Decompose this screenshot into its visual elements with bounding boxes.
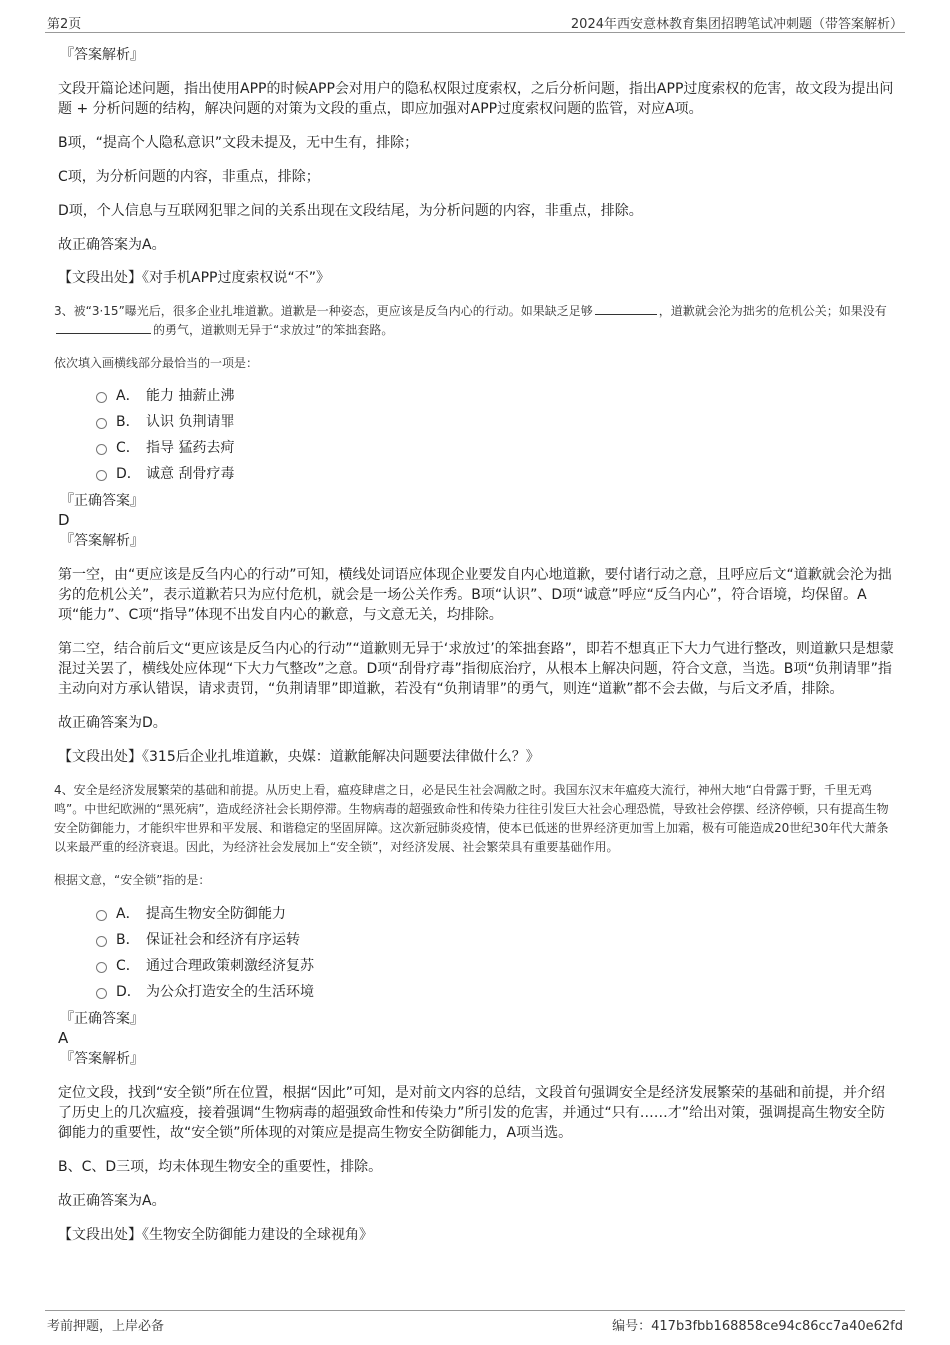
page-number: 第2页 bbox=[47, 17, 82, 32]
page-header bbox=[45, 12, 905, 33]
q4-correct-answer: A bbox=[58, 1029, 69, 1047]
q4-options bbox=[58, 901, 896, 1005]
radio-icon[interactable] bbox=[96, 470, 107, 481]
page-content bbox=[54, 45, 896, 1259]
radio-icon[interactable] bbox=[96, 444, 107, 455]
q4-analysis-label: 『答案解析』 bbox=[60, 1051, 144, 1067]
q3-option-c[interactable]: C． 指导 猛药去疴 bbox=[58, 435, 896, 461]
q4-option-a[interactable]: A． 提高生物安全防御能力 bbox=[58, 901, 896, 927]
q4-option-b[interactable]: B． 保证社会和经济有序运转 bbox=[58, 927, 896, 953]
footer-slogan: 考前押题，上岸必备 bbox=[47, 1319, 165, 1334]
q2-analysis-p4: D项，个人信息与互联网犯罪之间的关系出现在文段结尾，为分析问题的内容，非重点，排除。 bbox=[58, 203, 643, 219]
q4-option-c[interactable]: C． 通过合理政策刺激经济复苏 bbox=[58, 953, 896, 979]
radio-icon[interactable] bbox=[96, 418, 107, 429]
q4-correct-label: 『正确答案』 bbox=[60, 1011, 144, 1027]
q4-stem: 4、安全是经济发展繁荣的基础和前提。从历史上看，瘟疫肆虐之日，必是民生社会凋敝之时。我国东汉末年瘟疫大流行，神州大地“白骨露于野，千里无鸡鸣”。中世纪欧洲的“黑死病”，造成经济社会长期停滞。生物病毒的超强致命性和传染力往往引发巨大社会心理恐慌，导致社会停摆、经济停顿，只有提高生物安全防御能力，才能织牢世界和平发展、和谐稳定的坚固屏障。这次新冠肺炎疫情，使本已低迷的世界经济更加雪上加霜，极有可能造成20世纪30年代大萧条以来最严重的经济衰退。因此，为经济社会发展加上“安全锁”，对经济发展、社会繁荣具有重要基础作用。 bbox=[54, 783, 889, 854]
q4-option-d[interactable]: D． 为公众打造安全的生活环境 bbox=[58, 979, 896, 1005]
q4-prompt: 根据文意，“安全锁”指的是： bbox=[54, 873, 211, 887]
q3-prompt: 依次填入画横线部分最恰当的一项是： bbox=[54, 356, 259, 370]
radio-icon[interactable] bbox=[96, 962, 107, 973]
document-title: 2024年西安意林教育集团招聘笔试冲刺题（带答案解析） bbox=[570, 17, 903, 32]
q3-stem: 3、被“3·15”曝光后，很多企业扎堆道歉。道歉是一种姿态，更应该是反刍内心的行动。如果缺乏足够 ，道歉就会沦为拙劣的危机公关；如果没有的勇气，道歉则无异于“求放过”的笨拙套路。 bbox=[54, 304, 887, 337]
q4-analysis-p3: 故正确答案为A。 bbox=[58, 1193, 166, 1209]
q3-correct-label: 『正确答案』 bbox=[60, 493, 144, 509]
q2-analysis-p2: B项，“提高个人隐私意识”文段未提及，无中生有，排除； bbox=[58, 135, 419, 151]
radio-icon[interactable] bbox=[96, 936, 107, 947]
q3-analysis-p1: 第一空，由“更应该是反刍内心的行动”可知，横线处词语应体现企业要发自内心地道歉，要付诸行动之意，且呼应后文“道歉就会沦为拙劣的危机公关”，表示道歉若只为应付危机，就会是一场公关作秀。B项“认识”、D项“诚意”呼应“反刍内心”，符合语境，均保留。A项“能力”、C项“指导”体现不出发自内心的歉意，与文意无关，均排除。 bbox=[58, 567, 892, 623]
q2-analysis-p1: 文段开篇论述问题，指出使用APP的时候APP会对用户的隐私权限过度索权，之后分析问题，指出APP过度索权的危害，故文段为提出问题 + 分析问题的结构，解决问题的对策为文段的重点，即应加强对APP过度索权问题的监管，对应A项。 bbox=[58, 81, 894, 117]
radio-icon[interactable] bbox=[96, 910, 107, 921]
q2-analysis-p5: 故正确答案为A。 bbox=[58, 237, 166, 253]
q2-analysis-label: 『答案解析』 bbox=[60, 47, 144, 63]
q3-option-b[interactable]: B． 认识 负荆请罪 bbox=[58, 409, 896, 435]
footer-code: 编号：417b3fbb168858ce94c86cc7a40e62fd bbox=[612, 1319, 903, 1334]
q4-analysis-p1: 定位文段，找到“安全锁”所在位置，根据“因此”可知，是对前文内容的总结，文段首句强调安全是经济发展繁荣的基础和前提，并介绍了历史上的几次瘟疫，接着强调“生物病毒的超强致命性和传染力”所引发的危害，并通过“只有……才”给出对策，强调提高生物安全防御能力的重要性，故“安全锁”所体现的对策应是提高生物安全防御能力，A项当选。 bbox=[58, 1085, 886, 1141]
q3-source: 【文段出处】《315后企业扎堆道歉，央媒：道歉能解决问题要法律做什么？》 bbox=[58, 749, 540, 765]
radio-icon[interactable] bbox=[96, 392, 107, 403]
q3-analysis-p3: 故正确答案为D。 bbox=[58, 715, 167, 731]
q4-analysis-p2: B、C、D三项，均未体现生物安全的重要性，排除。 bbox=[58, 1159, 383, 1175]
page-footer bbox=[45, 1310, 905, 1333]
q3-analysis-label: 『答案解析』 bbox=[60, 533, 144, 549]
q2-analysis-p3: C项，为分析问题的内容，非重点，排除； bbox=[58, 169, 320, 185]
q3-option-a[interactable]: A． 能力 抽薪止沸 bbox=[58, 383, 896, 409]
q2-source: 【文段出处】《对手机APP过度索权说“不”》 bbox=[58, 270, 330, 286]
radio-icon[interactable] bbox=[96, 988, 107, 999]
q3-options bbox=[58, 383, 896, 487]
q3-analysis-p2: 第二空，结合前后文“更应该是反刍内心的行动”“道歉则无异于‘求放过’的笨拙套路”，即若不想真正下大力气进行整改，则道歉只是想蒙混过关罢了，横线处应体现“下大力气整改”之意。D项“刮骨疗毒”指彻底治疗，从根本上解决问题，符合文意，当选。B项“负荆请罪”指主动向对方承认错误，请求责罚，“负荆请罪”即道歉，若没有“负荆请罪”的勇气，则连“道歉”都不会去做，与后文矛盾，排除。 bbox=[58, 641, 894, 697]
q4-source: 【文段出处】《生物安全防御能力建设的全球视角》 bbox=[58, 1227, 373, 1243]
q3-option-d[interactable]: D． 诚意 刮骨疗毒 bbox=[58, 461, 896, 487]
q3-correct-answer: D bbox=[58, 511, 70, 529]
